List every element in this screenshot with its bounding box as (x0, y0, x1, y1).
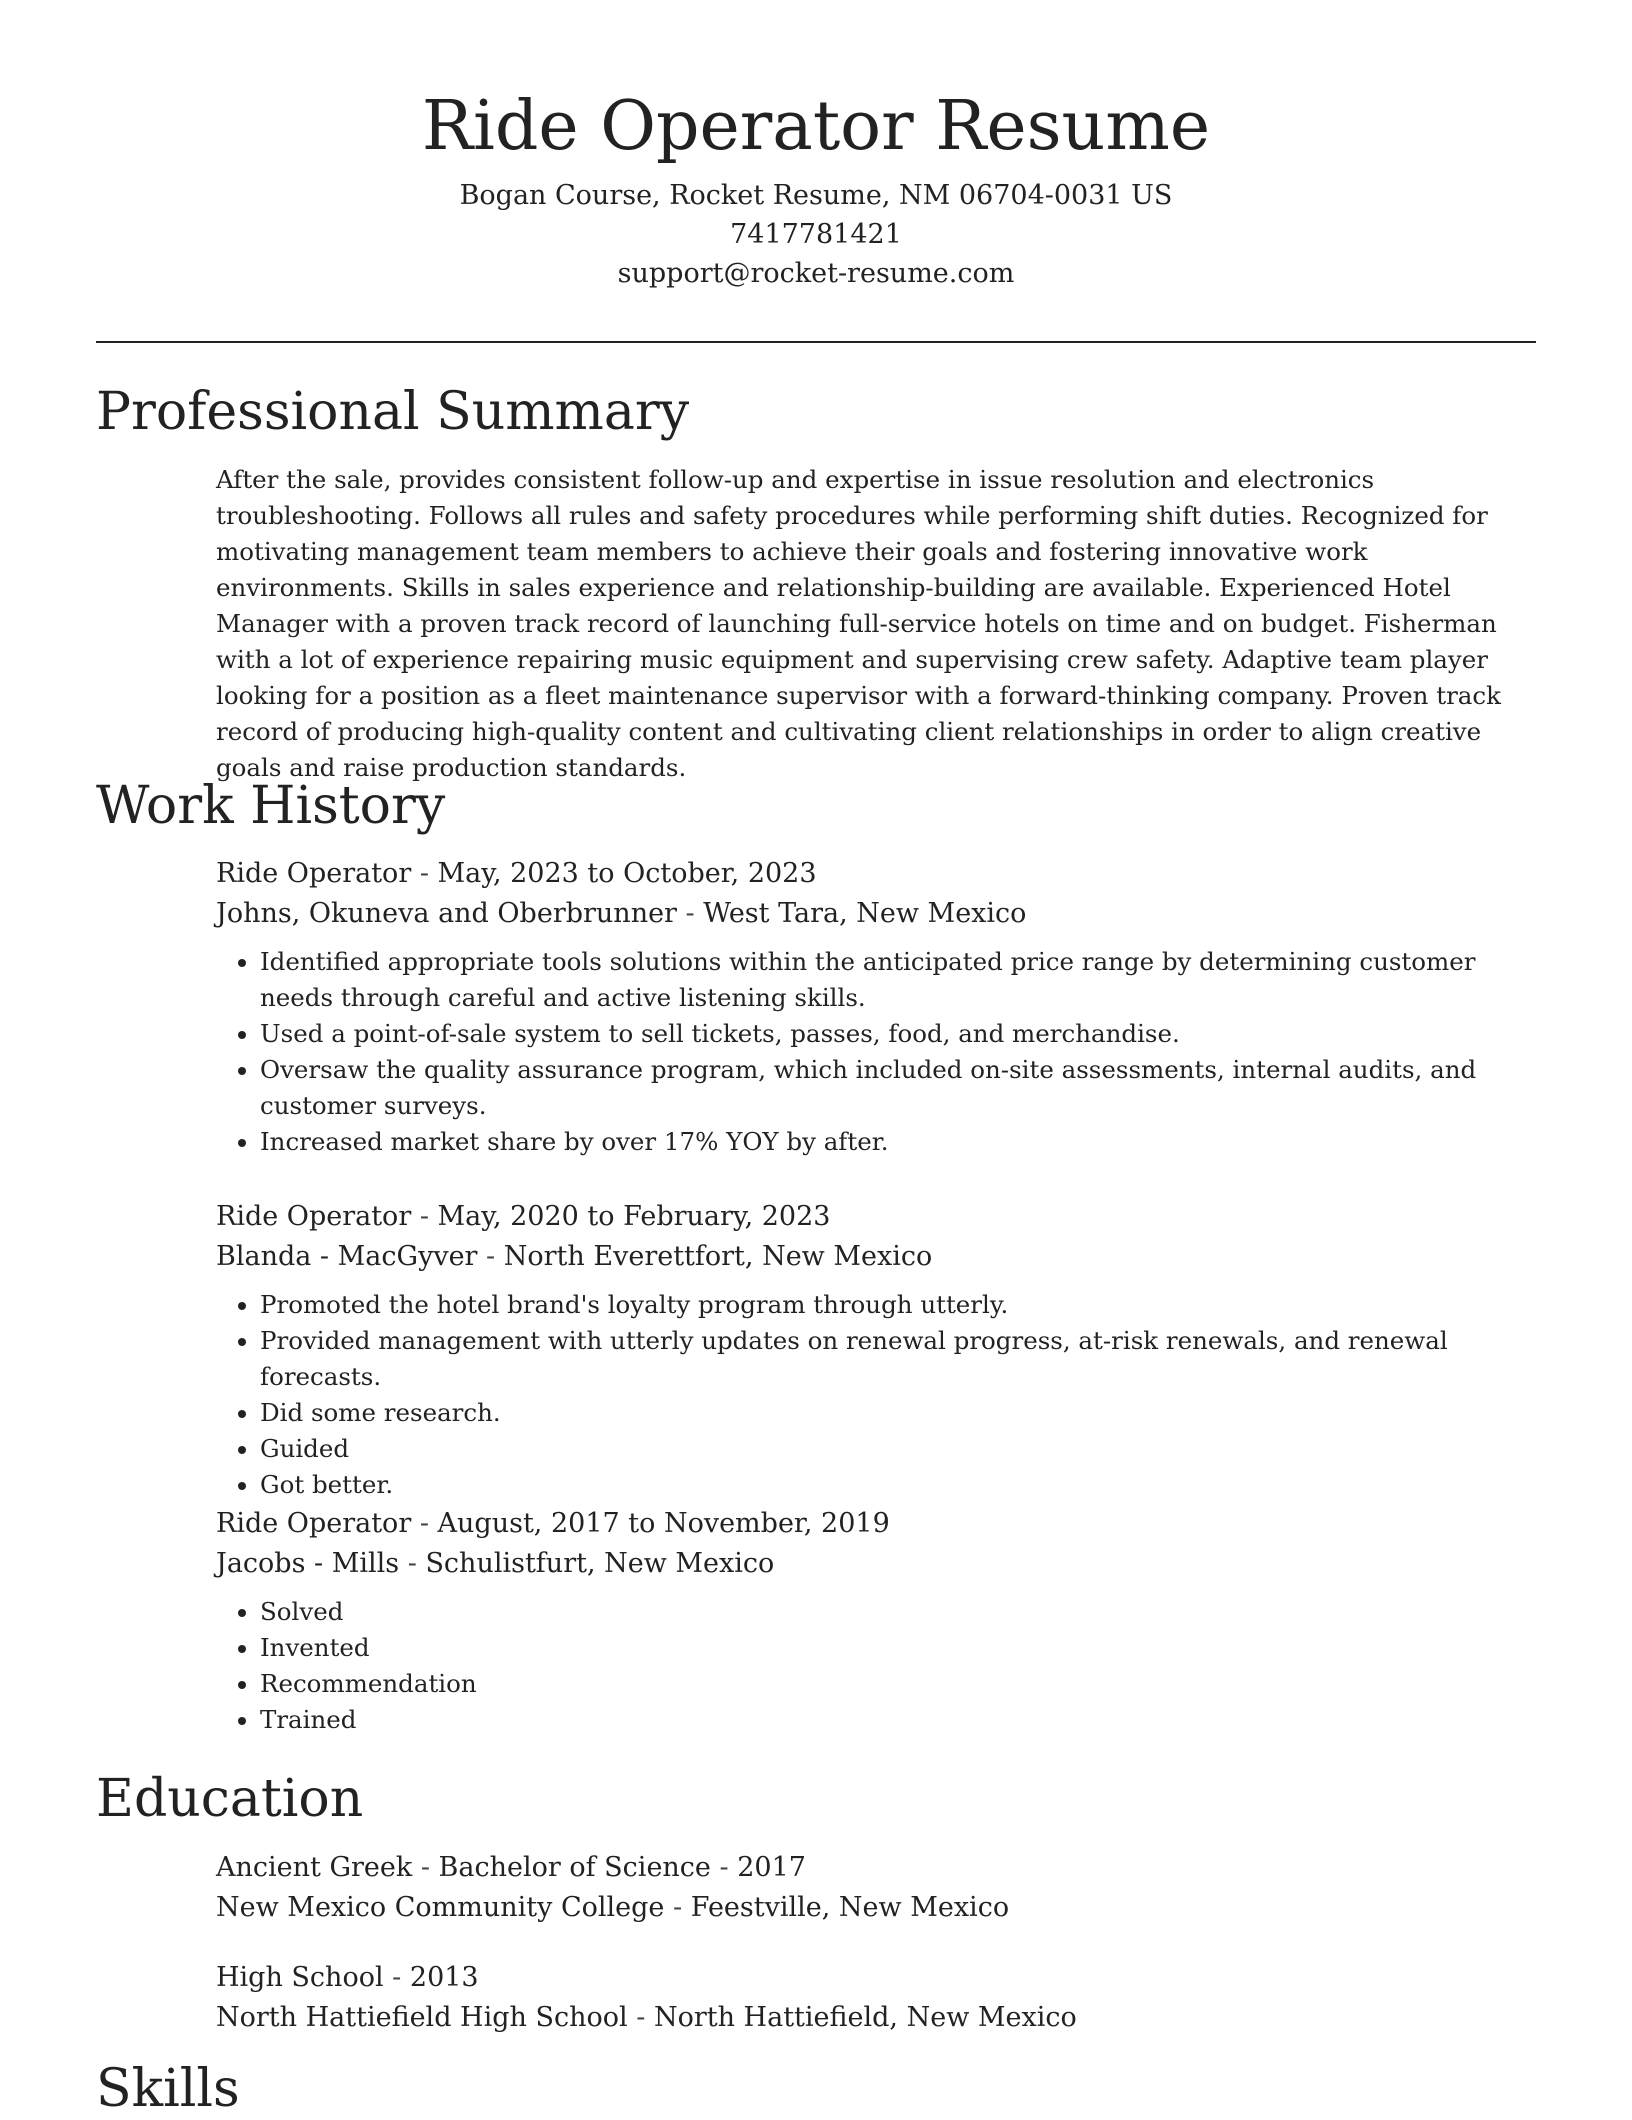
job-entry (216, 854, 1536, 1160)
separator: - (383, 1962, 410, 1993)
job-location: Schulistfurt, New Mexico (425, 1548, 775, 1579)
contact-address: Bogan Course, Rocket Resume, NM 06704-0031 US (459, 180, 1173, 211)
job-title: Ride Operator (216, 1201, 412, 1232)
job-title: Ride Operator (216, 1508, 412, 1539)
resume-header (0, 0, 1632, 293)
summary-section (216, 462, 1536, 786)
job-bullet: • Trained (260, 1702, 1536, 1738)
education-field: Ancient Greek (216, 1852, 413, 1883)
summary-heading: Professional Summary (96, 382, 690, 442)
job-location: North Everettfort, New Mexico (503, 1241, 933, 1272)
contact-email[interactable]: support@rocket-resume.com (617, 258, 1015, 289)
job-title-line (216, 1197, 1536, 1237)
education-school: New Mexico Community College (216, 1892, 665, 1923)
contact-phone: 7417781421 (730, 219, 902, 250)
job-company: Jacobs - Mills (216, 1548, 400, 1579)
job-bullet: • Did some research. (260, 1395, 1536, 1431)
education-degree-line (216, 1848, 1536, 1888)
separator: - (411, 1201, 438, 1232)
education-location: North Hattiefield, New Mexico (653, 2002, 1077, 2033)
job-bullet: • Promoted the hotel brand's loyalty program through utterly. (260, 1287, 1536, 1323)
education-degree: Bachelor of Science (438, 1852, 711, 1883)
education-year: 2013 (409, 1962, 479, 1993)
job-bullet: • Provided management with utterly updates on renewal progress, at-risk renewals, and renewal forecasts. (260, 1323, 1536, 1395)
separator: - (676, 898, 704, 929)
job-location: West Tara, New Mexico (703, 898, 1027, 929)
education-field: High School (216, 1962, 384, 1993)
summary-text: After the sale, provides consistent follow-up and expertise in issue resolution and electronics troubleshooting. Follows all rules and safety procedures while performing shift duties. Recognized for motivating management team members to achieve their goals and fostering innovative work environments. Skills in sales experience and relationship-building are available. Experienced Hotel Manager with a proven track record of launching full-service hotels on time and on budget. Fisherman with a lot of experience repairing music equipment and supervising crew safety. Adaptive team player looking for a position as a fleet maintenance supervisor with a forward-thinking company. Proven track record of producing high-quality content and cultivating client relationships in order to align creative goals and raise production standards. (216, 465, 1501, 782)
education-school-line (216, 1888, 1536, 1928)
job-dates: May, 2023 to October, 2023 (437, 858, 817, 889)
job-company-line (216, 1237, 1536, 1277)
job-title-line (216, 854, 1536, 894)
separator: - (627, 2002, 654, 2033)
job-bullet: • Recommendation (260, 1666, 1536, 1702)
job-bullet: • Oversaw the quality assurance program, which included on-site assessments, internal audits, and customer surveys. (260, 1052, 1536, 1124)
job-company: Johns, Okuneva and Oberbrunner (216, 898, 677, 929)
job-company: Blanda - MacGyver (216, 1241, 478, 1272)
job-company-line (216, 894, 1536, 934)
separator: - (412, 1852, 439, 1883)
header-divider (96, 341, 1536, 343)
job-bullet: • Invented (260, 1630, 1536, 1666)
job-company-line (216, 1544, 1536, 1584)
job-title-line (216, 1504, 1536, 1544)
job-bullet: • Guided (260, 1431, 1536, 1467)
job-entry (216, 1197, 1536, 1503)
job-bullets (216, 944, 1536, 1160)
education-school-line (216, 1998, 1536, 2038)
separator: - (664, 1892, 691, 1923)
education-school: North Hattiefield High School (216, 2002, 628, 2033)
job-title: Ride Operator (216, 858, 412, 889)
job-bullets (216, 1594, 1536, 1738)
job-bullet: • Solved (260, 1594, 1536, 1630)
work-history-heading: Work History (96, 776, 446, 836)
separator: - (710, 1852, 738, 1883)
education-entry (216, 1958, 1536, 2038)
job-bullet: • Used a point-of-sale system to sell tickets, passes, food, and merchandise. (260, 1016, 1536, 1052)
resume-title: Ride Operator Resume (421, 87, 1211, 166)
education-degree-line (216, 1958, 1536, 1998)
job-bullet: • Increased market share by over 17% YOY by after. (260, 1124, 1536, 1160)
job-bullets (216, 1287, 1536, 1503)
job-bullet: • Identified appropriate tools solutions within the anticipated price range by determining customer needs through careful and active listening skills. (260, 944, 1536, 1016)
skills-heading: Skills (96, 2059, 240, 2119)
job-entry (216, 1504, 1536, 1738)
separator: - (399, 1548, 426, 1579)
education-entry (216, 1848, 1536, 1928)
education-heading: Education (96, 1769, 364, 1829)
contact-info (0, 176, 1632, 293)
separator: - (411, 1508, 438, 1539)
education-location: Feestville, New Mexico (690, 1892, 1010, 1923)
job-dates: August, 2017 to November, 2019 (437, 1508, 890, 1539)
separator: - (477, 1241, 504, 1272)
separator: - (411, 858, 438, 889)
job-dates: May, 2020 to February, 2023 (437, 1201, 831, 1232)
job-bullet: • Got better. (260, 1467, 1536, 1503)
education-year: 2017 (737, 1852, 806, 1883)
